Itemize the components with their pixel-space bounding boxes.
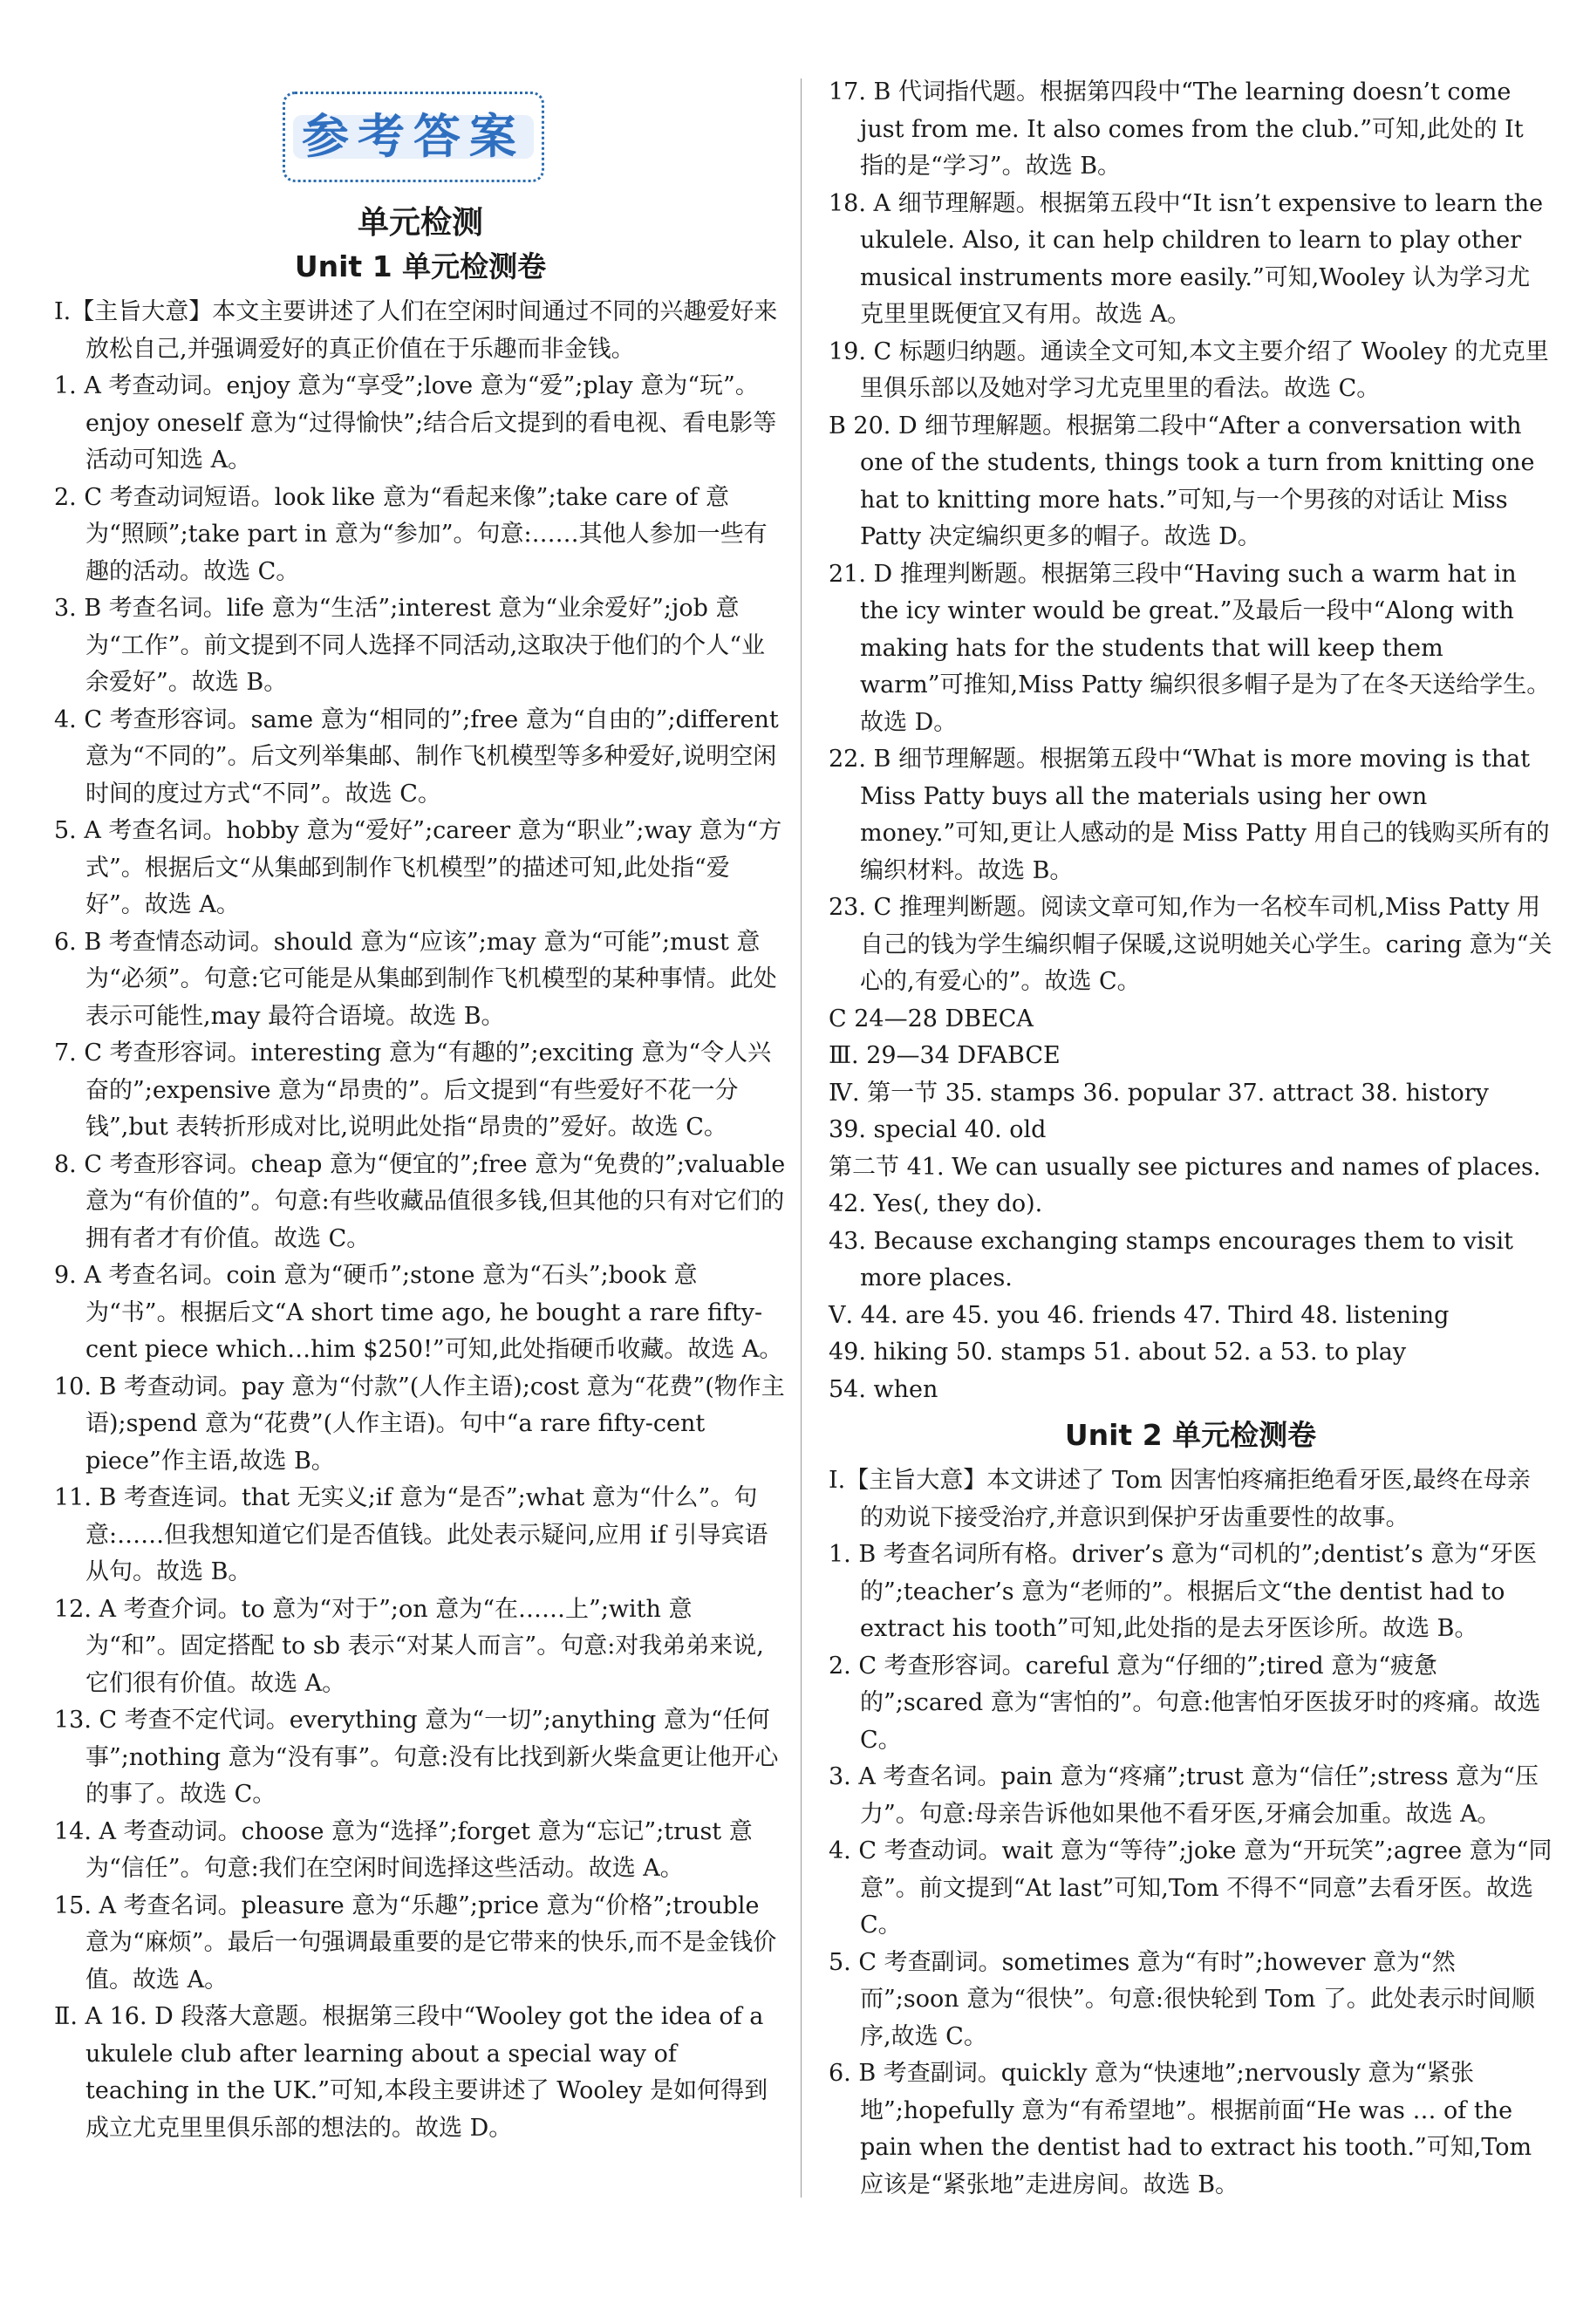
answer-item: 13. C 考查不定代词。everything 意为“一切”;anything 意为“任何事”;nothing 意为“没有事”。句意:没有比找到新火柴盒更让他开心的事了。故选 C。	[54, 1707, 779, 1808]
unit1-summary: Ⅰ.【主旨大意】本文主要讲述了人们在空闲时间通过不同的兴趣爱好来放松自己,并强调爱好的真正价值在于乐趣而非金钱。	[54, 298, 778, 363]
answer-line: 43. Because exchanging stamps encourages them to visit more places.	[829, 1227, 1514, 1291]
answer-key-badge	[283, 92, 544, 182]
answer-line: Ⅲ. 29—34 DFABCE	[829, 1042, 1061, 1069]
answer-key-title: 参考答案	[293, 115, 534, 160]
answer-item: 19. C 标题归纳题。通读全文可知,本文主要介绍了 Wooley 的尤克里里俱乐部以及她对学习尤克里里的看法。故选 C。	[829, 337, 1549, 402]
answer-item: 5. A 考查名词。hobby 意为“爱好”;career 意为“职业”;way 意为“方式”。根据后文“从集邮到制作飞机模型”的描述可知,此处指“爱好”。故选 A。	[54, 817, 782, 918]
answer-item: Ⅱ. A 16. D 段落大意题。根据第三段中“Wooley got the idea of a ukulele club after learning about a special way of teaching in the UK.”可知,本段主要讲述了 Wooley 是如何得到成立尤克里里俱乐部的想法的。故选 D。	[54, 2003, 768, 2142]
answer-item: 4. C 考查形容词。same 意为“相同的”;free 意为“自由的”;different 意为“不同的”。后文列举集邮、制作飞机模型等多种爱好,说明空闲时间的度过方式“不同”。故选 C。	[54, 705, 779, 808]
answer-item: 18. A 细节理解题。根据第五段中“It isn’t expensive to learn the ukulele. Also, it can help children to learn to play other musical instruments more easily.”可知,Wooley 认为学习尤克里里既便宜又有用。故选 A。	[829, 189, 1544, 328]
answer-item: 8. C 考查形容词。cheap 意为“便宜的”;free 意为“免费的”;valuable 意为“有价值的”。句意:有些收藏品值很多钱,但其他的只有对它们的拥有者才有价值。故选 C。	[54, 1150, 786, 1252]
left-column	[54, 74, 787, 2147]
answer-item: 10. B 考查动词。pay 意为“付款”(人作主语);cost 意为“花费”(物作主语);spend 意为“花费”(人作主语)。句中“a rare fifty-cent piece”作主语,故选 B。	[54, 1373, 785, 1475]
answer-item: 6. B 考查副词。quickly 意为“快速地”;nervously 意为“紧张地”;hopefully 意为“有希望地”。根据前面“He was … of the pain when the dentist had to extract his tooth.”可知,Tom 应该是“紧张地”走进房间。故选 B。	[829, 2060, 1532, 2198]
answer-line: 第二节 41. We can usually see pictures and names of places.	[829, 1153, 1541, 1181]
answer-item: 23. C 推理判断题。阅读文章可知,作为一名校车司机,Miss Patty 用自己的钱为学生编织帽子保暖,这说明她关心学生。caring 意为“关心的,有爱心的”。故选 C。	[829, 894, 1552, 995]
answer-item: 22. B 细节理解题。根据第五段中“What is more moving is that Miss Patty buys all the materials using her own money.”可知,更让人感动的是 Miss Patty 用自己的钱购买所有的编织材料。故选 B。	[829, 746, 1550, 884]
answer-item: 1. B 考查名词所有格。driver’s 意为“司机的”;dentist’s 意为“牙医的”;teacher’s 意为“老师的”。根据后文“the dentist had to extract his tooth”可知,此处指的是去牙医诊所。故选 B。	[829, 1541, 1538, 1642]
answer-line: Ⅴ. 44. are 45. you 46. friends 47. Third 48. listening	[829, 1301, 1450, 1329]
answer-item: 11. B 考查连词。that 无实义;if 意为“是否”;what 意为“什么”。句意:……但我想知道它们是否值钱。此处表示疑问,应用 if 引导宾语从句。故选 B。	[54, 1484, 768, 1585]
answer-item: 1. A 考查动词。enjoy 意为“享受”;love 意为“爱”;play 意为“玩”。enjoy oneself 意为“过得愉快”;结合后文提到的看电视、看电影等活动可知选 A。	[54, 372, 777, 474]
answer-item: 4. C 考查动词。wait 意为“等待”;joke 意为“开玩笑”;agree 意为“同意”。前文提到“At last”可知,Tom 不得不“同意”去看牙医。故选 C。	[829, 1837, 1552, 1939]
answer-item: 2. C 考查形容词。careful 意为“仔细的”;tired 意为“疲惫的”;scared 意为“害怕的”。句意:他害怕牙医拔牙时的疼痛。故选 C。	[829, 1652, 1541, 1754]
answer-line: 39. special 40. old	[829, 1116, 1047, 1143]
answer-line: 54. when	[829, 1375, 938, 1403]
answer-line: 49. hiking 50. stamps 51. about 52. a 53. to play	[829, 1339, 1407, 1366]
answer-item: 7. C 考查形容词。interesting 意为“有趣的”;exciting 意为“令人兴奋的”;expensive 意为“昂贵的”。后文提到“有些爱好不花一分钱”,but 表转折形成对比,说明此处指“昂贵的”爱好。故选 C。	[54, 1039, 772, 1141]
answer-item: 3. A 考查名词。pain 意为“疼痛”;trust 意为“信任”;stress 意为“压力”。句意:母亲告诉他如果他不看牙医,牙痛会加重。故选 A。	[829, 1763, 1539, 1828]
answer-line: C 24—28 DBECA	[829, 1005, 1034, 1033]
column-divider	[801, 78, 802, 2198]
answer-item: 6. B 考查情态动词。should 意为“应该”;may 意为“可能”;must 意为“必须”。句意:它可能是从集邮到制作飞机模型的某种事情。此处表示可能性,may 最符合语境。故选 B。	[54, 928, 777, 1030]
unit2-title: Unit 2 单元检测卷	[1064, 1418, 1317, 1452]
section-title: 单元检测	[357, 205, 483, 241]
answer-item: 5. C 考查副词。sometimes 意为“有时”;however 意为“然而”;soon 意为“很快”。句意:很快轮到 Tom 了。此处表示时间顺序,故选 C。	[829, 1948, 1535, 2050]
answer-line: Ⅳ. 第一节 35. stamps 36. popular 37. attract 38. history	[829, 1079, 1489, 1107]
unit2-summary: Ⅰ.【主旨大意】本文讲述了 Tom 因害怕疼痛拒绝看牙医,最终在母亲的劝说下接受治疗,并意识到保护牙齿重要性的故事。	[829, 1467, 1531, 1531]
answer-line: 42. Yes(, they do).	[829, 1190, 1043, 1217]
answer-item: 12. A 考查介词。to 意为“对于”;on 意为“在……上”;with 意为“和”。固定搭配 to sb 表示“对某人而言”。句意:对我弟弟来说,它们很有价值。故选 A。	[54, 1595, 764, 1697]
answer-item: 15. A 考查名词。pleasure 意为“乐趣”;price 意为“价格”;trouble 意为“麻烦”。最后一句强调最重要的是它带来的快乐,而不是金钱价值。故选 A。	[54, 1891, 777, 1993]
answer-item: 3. B 考查名词。life 意为“生活”;interest 意为“业余爱好”;job 意为“工作”。前文提到不同人选择不同活动,这取决于他们的个人“业余爱好”。故选 B。	[54, 595, 765, 696]
right-column	[829, 74, 1552, 2204]
unit1-title: Unit 1 单元检测卷	[294, 249, 547, 283]
answer-item: 21. D 推理判断题。根据第三段中“Having such a warm hat in the icy winter would be great.”及最后一段中“Along with making hats for the students that will keep them warm”可推知,Miss Patty 编织很多帽子是为了在冬天送给学生。故选 D。	[829, 560, 1551, 736]
answer-item: 14. A 考查动词。choose 意为“选择”;forget 意为“忘记”;trust 意为“信任”。句意:我们在空闲时间选择这些活动。故选 A。	[54, 1817, 753, 1882]
answer-item: B 20. D 细节理解题。根据第二段中“After a conversation with one of the students, things took a turn from knitting one hat to knitting more hats.”可知,与一个男孩的对话让 Miss Patty 决定编织更多的帽子。故选 D。	[829, 412, 1535, 550]
answer-item: 17. B 代词指代题。根据第四段中“The learning doesn’t come just from me. It also comes from the club.”可知,此处的 It 指的是“学习”。故选 B。	[829, 78, 1524, 180]
answer-item: 9. A 考查名词。coin 意为“硬币”;stone 意为“石头”;book 意为“书”。根据后文“A short time ago, he bought a rare fifty-cent piece which…him $250!”可知,此处指硬币收藏。故选 A。	[54, 1262, 783, 1363]
answer-item: 2. C 考查动词短语。look like 意为“看起来像”;take care of 意为“照顾”;take part in 意为“参加”。句意:……其他人参加一些有趣的活动。故选 C。	[54, 483, 768, 585]
